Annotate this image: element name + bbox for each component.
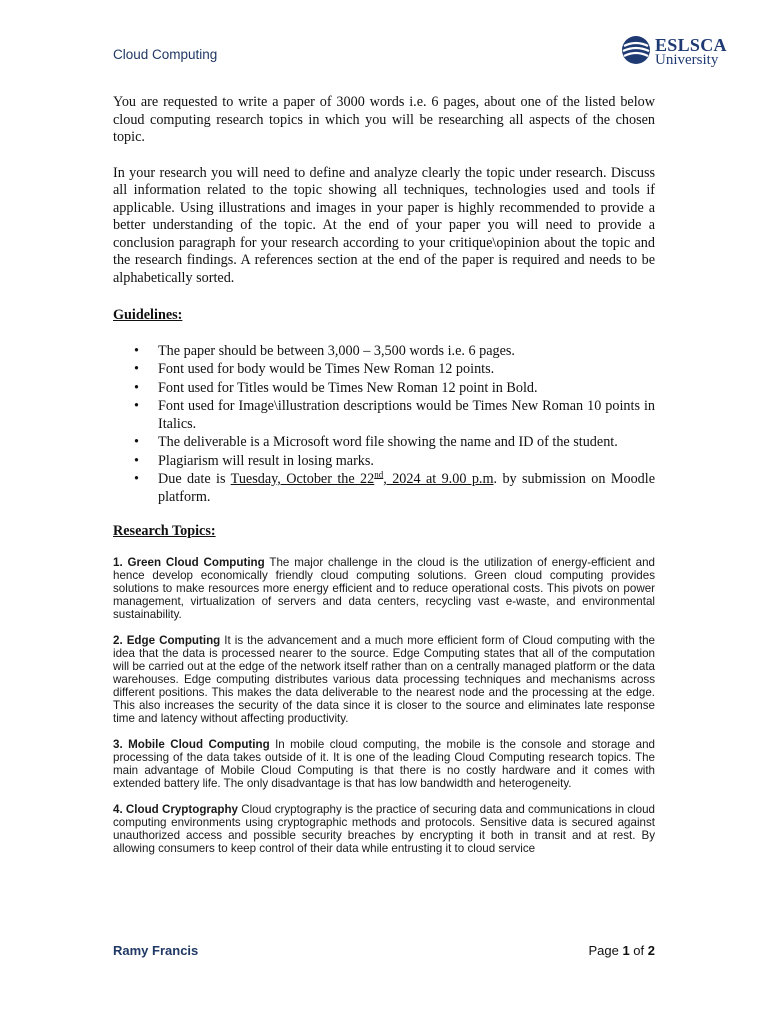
- research-topic: [113, 556, 655, 621]
- guidelines-list: [113, 343, 655, 507]
- topic-body: In mobile cloud computing, the mobile is the console and storage and processing of the data takes outside of it. It is one of the leading Cloud Computing research topics. The main advantage of Mobile Cloud Computing is that there is no costly hardware and it comes with extended battery life. The only disadvantage is that has low bandwidth and heterogeneity.: [113, 737, 655, 790]
- guideline-item: • Font used for Titles would be Times New Roman 12 point in Bold.: [158, 380, 655, 398]
- document-header-title: Cloud Computing: [113, 47, 218, 62]
- topic-body: Cloud cryptography is the practice of securing data and communications in cloud computing environments using cryptographic methods and protocols. Sensitive data is secured against unauthorized access and possible security breaches by encrypting it both in transit and at rest. By allowing consumers to keep control of their data while entrusting it to cloud service: [113, 802, 655, 855]
- guideline-item: • Font used for body would be Times New Roman 12 points.: [158, 361, 655, 379]
- intro-paragraph-1: You are requested to write a paper of 3000 words i.e. 6 pages, about one of the listed below cloud computing research topics in which you will be researching all aspects of the chosen topic.: [113, 94, 655, 145]
- topic-body: The major challenge in the cloud is the utilization of energy-efficient and hence develop economically friendly cloud computing solutions. Green cloud computing provides solutions to make resources more energy efficient and to reduce operational costs. This pivots on power management, virtualization of servers and data centers, recycling vast e-waste, and environmental sustainability.: [113, 555, 655, 621]
- topic-title: 2. Edge Computing: [113, 633, 221, 647]
- page-word: Page: [588, 943, 623, 958]
- guideline-item-due-date: [158, 471, 655, 506]
- logo-text-eslsca: ESLSCA: [655, 35, 727, 55]
- intro-paragraph-2: In your research you will need to define and analyze clearly the topic under research. Discuss all information related to the topic showing all techniques, technologies used and tools if applicable. Using illustrations and images in your paper is highly recommended to provide a better understanding of the topic. At the end of your paper you will need to provide a conclusion paragraph for your research according to your critique\opinion about the topic and the research findings. A references section at the end of the paper is required and needs to be alphabetically sorted.: [113, 164, 655, 286]
- topic-title: 4. Cloud Cryptography: [113, 802, 238, 816]
- topic-title: 1. Green Cloud Computing: [113, 555, 265, 569]
- logo-text-university: University: [655, 52, 719, 68]
- guideline-item: • The deliverable is a Microsoft word file showing the name and ID of the student.: [158, 434, 655, 452]
- due-date-b: , 2024 at 9.00 p.m: [383, 471, 494, 487]
- research-topic: [113, 803, 655, 855]
- research-topic: [113, 738, 655, 790]
- due-date-sup: nd: [374, 469, 384, 480]
- due-date-a: Tuesday, October the 22: [230, 471, 375, 487]
- guidelines-heading: Guidelines:: [113, 307, 183, 323]
- research-topic: [113, 634, 655, 725]
- topic-title: 3. Mobile Cloud Computing: [113, 737, 270, 751]
- guideline-item: • Plagiarism will result in losing marks.: [158, 453, 655, 471]
- research-topics-heading: Research Topics:: [113, 523, 216, 539]
- footer-author: Ramy Francis: [113, 943, 199, 958]
- guideline-item: • The paper should be between 3,000 – 3,500 words i.e. 6 pages.: [158, 343, 655, 361]
- due-prefix: Due date is: [158, 471, 231, 487]
- page-total: 2: [647, 943, 655, 958]
- page-of: of: [629, 943, 648, 958]
- document-body: [113, 94, 655, 911]
- guideline-item: • Font used for Image\illustration descriptions would be Times New Roman 10 points in Italics.: [158, 398, 655, 433]
- topic-body: It is the advancement and a much more efficient form of Cloud computing with the idea that the data is processed nearer to the source. Edge Computing states that all of the computation will be carried out at the edge of the network itself rather than on a centrally managed platform or the data warehouses. Edge computing distributes various data processing techniques and mechanisms across different positions. This makes the data deliverable to the nearest node and the processing at the edge. This also increases the security of the data since it is closer to the source and eliminates late response time and latency without affecting productivity.: [113, 633, 655, 725]
- footer-page-number: [588, 943, 655, 958]
- research-topics-list: [113, 556, 655, 911]
- due-suffix: . by submission on Moodle platform.: [158, 471, 655, 505]
- page-current: 1: [622, 943, 630, 958]
- globe-logo-icon: [621, 34, 651, 66]
- eslsca-logo: [621, 32, 731, 74]
